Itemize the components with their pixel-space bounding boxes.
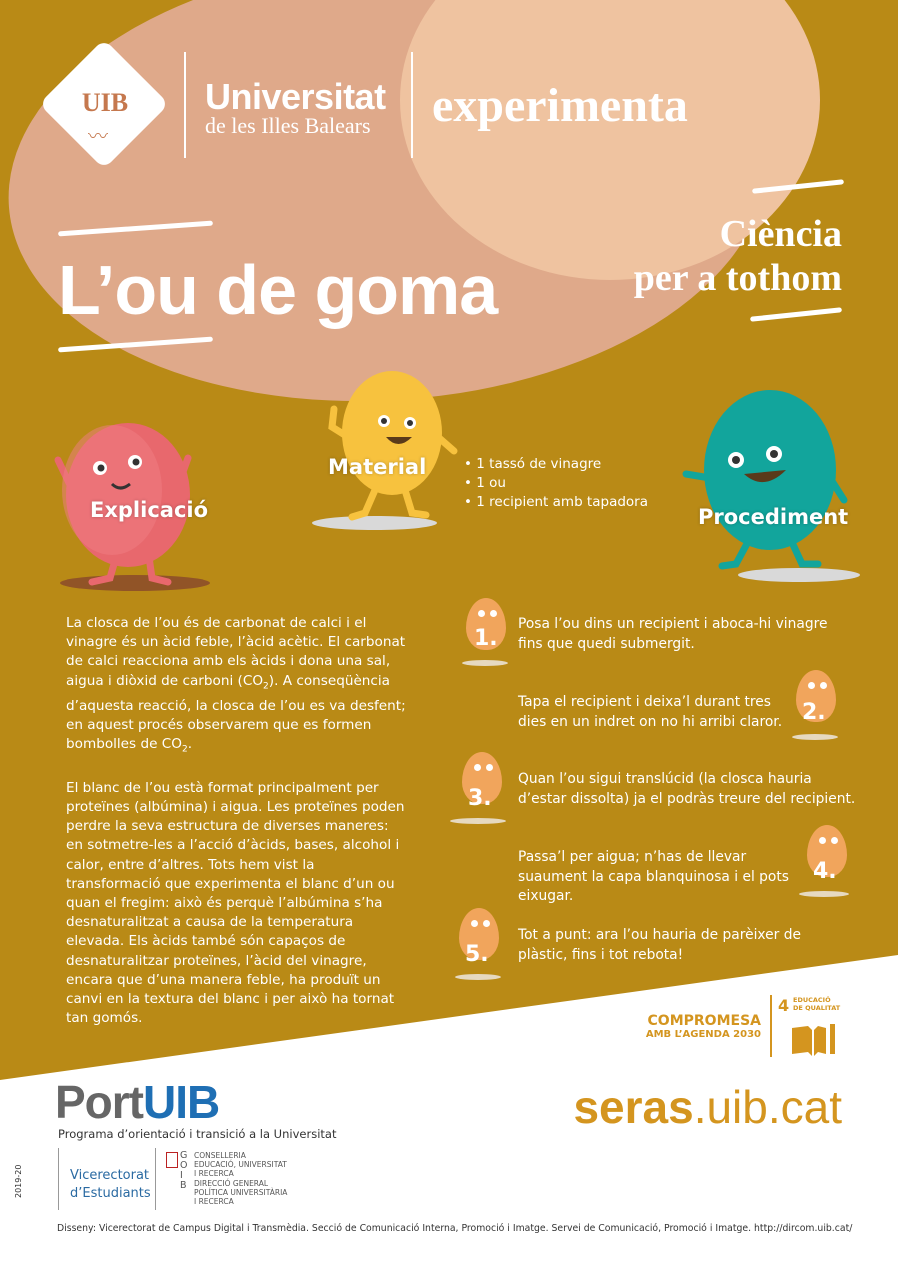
step-number: 1. [474,626,498,651]
book-pencil-icon [790,1022,838,1058]
govern-text: CONSELLERIA EDUCACIÓ, UNIVERSITAT I RECERCA DIRECCIÓ GENERAL POLÍTICA UNIVERSITÀRIA I RECERCA [194,1151,288,1207]
explanation-paragraph-2: El blanc de l’ou està format principalment per proteïnes (albúmina) i aigua. Les proteïnes poden perdre la seva estructura de diverses maneres: en sotmetre-les a l’acció d’àcids, bases, alcohol i calor, entre d’altres. Tots hem vist la transformació que experimenta el blanc d’un ou quan el fregim: això és perquè l’albúmina s’ha desnaturalitzat a causa de la temperatura elevada. Els àcids també són capaços de desnaturalitzar proteïnes, l’àcid del vinagre, encara que d’una manera feble, ha produït un canvi en la textura del blanc i per això ha tornat tan gomós. [66,779,405,1027]
commitment-line2: AMB L’AGENDA 2030 [645,1029,761,1040]
material-item: • 1 recipient amb tapadora [464,493,648,512]
yellow-egg-character [320,365,470,525]
eye [478,610,485,617]
govern-shield-icon [166,1152,178,1168]
tagline-line2: per a tothom [633,257,842,299]
section-label-explicacio: Explicació [90,498,209,522]
tagline [634,212,842,300]
eye [490,610,497,617]
explanation-paragraph-1: La closca de l’ou és de carbonat de calci i el vinagre és un àcid feble, l’àcid acètic. El carbonat de calci reacciona amb els àcids i dona una sal, aigua i diòxid de carboni $(CO_2)$. A conseqüència d’aquesta reacció, la closca de l’ou es va desfent; en aquest procés observarem que es formen bombolles de $CO_2$. [66,615,406,755]
vicerectorat-label: Vicerectorat d’Estudiants [70,1168,151,1201]
step-3-text: Quan l’ou sigui translúcid (la closca hauria d’estar dissolta) ja el podràs treure del recipient. [518,771,856,807]
program-name: experimenta [432,79,688,132]
badge-divider [770,995,772,1057]
university-subtitle: de les Illes Balears [205,113,371,138]
footer-divider [58,1148,59,1210]
design-credits: Disseny: Vicerectorat de Campus Digital i Transmèdia. Secció de Comunicació Interna, Promoció i Imatge. Servei de Comunicació, Promoció i Imatge. http://dircom.uib.cat/ [57,1223,853,1234]
step-1-text: Posa l’ou dins un recipient i aboca-hi vinagre fins que quedi submergit. [518,616,828,652]
eye [483,920,490,927]
step-4-text: Passa’l per aigua; n’has de llevar suaument la capa blanquinosa i el pots eixugar. [518,849,789,904]
materials-list [464,455,648,512]
eye [820,682,827,689]
portuib-logo: PortUIB [55,1076,220,1128]
teal-egg-character [680,388,860,578]
commitment-line1: COMPROMESA [647,1013,761,1029]
govern-letters: G O I B [180,1150,188,1191]
egg-shadow [792,734,838,740]
eye [474,764,481,771]
eye [831,837,838,844]
eye [471,920,478,927]
egg-shadow [450,818,506,824]
eye [808,682,815,689]
university-name: Universitat [205,76,386,117]
agenda-2030-badge [625,1013,761,1040]
uib-logo-wave-icon: 〰 [88,124,108,148]
uib-logo-text: UIB [81,88,129,117]
tagline-line1: Ciència [719,213,842,255]
sdg-number: 4 [778,996,790,1015]
egg-shadow [455,974,501,980]
eye [486,764,493,771]
step-number: 5. [465,942,489,967]
sdg-label: EDUCACIÓ DE QUALITAT [793,996,841,1012]
eye [819,837,826,844]
website-link[interactable]: seras.uib.cat [573,1081,842,1133]
explanation-text [66,614,406,1048]
step-2-text: Tapa el recipient i deixa’l durant tres dies en un indret on no hi arribi claror. [518,694,783,730]
page-title: L’ou de goma [58,251,498,329]
step-5-text: Tot a punt: ara l’ou hauria de parèixer de plàstic, fins i tot rebota! [518,927,801,963]
header-divider [184,52,186,158]
footer-divider [155,1148,156,1210]
egg-shadow [462,660,508,666]
pink-egg-character [40,400,210,590]
header-divider [411,52,413,158]
section-label-procediment: Procediment [698,505,849,529]
portuib-subtitle: Programa d’orientació i transició a la Universitat [58,1127,337,1141]
step-number: 2. [802,700,826,725]
material-item: • 1 ou [464,474,648,493]
section-label-material: Material [328,455,427,479]
year-label: 2019-20 [14,1164,23,1198]
material-item: • 1 tassó de vinagre [464,455,648,474]
step-number: 4. [813,859,837,884]
step-number: 3. [468,786,492,811]
